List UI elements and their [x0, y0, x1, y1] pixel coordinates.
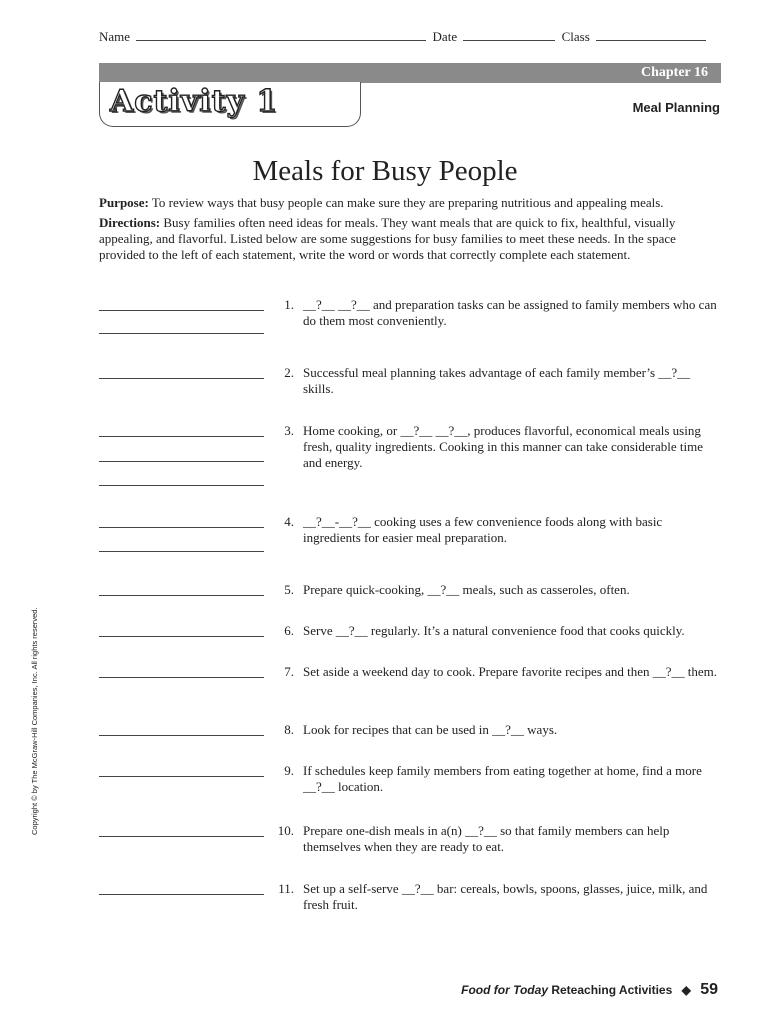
book-title: Food for Today [461, 983, 548, 997]
answer-line-4a[interactable] [99, 527, 264, 528]
name-label: Name [99, 29, 131, 44]
answer-line-2[interactable] [99, 378, 264, 379]
answer-line-1a[interactable] [99, 310, 264, 311]
purpose-text: To review ways that busy people can make sure they are preparing nutritious and appealing meals. [151, 195, 664, 210]
copyright-notice: Copyright © by The McGraw-Hill Companies, Inc. All rights reserved. [30, 607, 39, 835]
item-statement: Serve __?__ regularly. It’s a natural convenience food that cooks quickly. [303, 623, 685, 638]
answer-line-7[interactable] [99, 677, 264, 678]
purpose-label: Purpose: [99, 195, 149, 210]
item-number: 2. [284, 365, 294, 380]
item-statement: Set up a self-serve __?__ bar: cereals, bowls, spoons, glasses, juice, milk, and fresh fruit. [303, 881, 708, 912]
directions-label: Directions: [99, 215, 161, 230]
item-statement: Successful meal planning takes advantage of each family member’s __?__ skills. [303, 365, 691, 396]
date-label: Date [432, 29, 458, 44]
answer-line-3c[interactable] [99, 485, 264, 486]
item-statement: Look for recipes that can be used in __?__ ways. [303, 722, 558, 737]
name-field[interactable] [136, 30, 426, 41]
answer-line-10[interactable] [99, 836, 264, 837]
item-statement: Prepare quick-cooking, __?__ meals, such as casseroles, often. [303, 582, 630, 597]
page-number: 59 [700, 981, 718, 998]
answer-line-3a[interactable] [99, 436, 264, 437]
item-number: 8. [284, 722, 294, 737]
student-info-line [99, 29, 709, 45]
item-number: 3. [284, 423, 294, 438]
item-number: 7. [284, 664, 294, 679]
answer-line-8[interactable] [99, 735, 264, 736]
item-statement: Home cooking, or __?__ __?__, produces flavorful, economical meals using fresh, quality ingredients. Cooking in this manner can take considerable time and energy. [303, 423, 704, 470]
item-number: 11. [278, 881, 294, 896]
item-statement: __?__ __?__ and preparation tasks can be assigned to family members who can do them most conveniently. [303, 297, 717, 328]
diamond-icon: ◆ [681, 983, 691, 997]
item-number: 1. [284, 297, 294, 312]
item-statement: Prepare one-dish meals in a(n) __?__ so that family members can help themselves when they are ready to eat. [303, 823, 670, 854]
activity-heading: Activity 1 [110, 84, 279, 119]
directions-text: Busy families often need ideas for meals. They want meals that are quick to fix, healthful, visually appealing, and flavorful. Listed below are some suggestions for busy families to meet these needs. In the space provided to the left of each statement, write the word or words that correctly complete each statement. [99, 215, 676, 262]
item-number: 6. [284, 623, 294, 638]
item-number: 9. [284, 763, 294, 778]
item-statement: If schedules keep family members from eating together at home, find a more __?__ location. [303, 763, 702, 794]
answer-line-5[interactable] [99, 595, 264, 596]
date-field[interactable] [463, 30, 555, 41]
chapter-label: Chapter 16 [640, 65, 708, 80]
class-field[interactable] [596, 30, 706, 41]
item-statement: Set aside a weekend day to cook. Prepare favorite recipes and then __?__ them. [303, 664, 718, 679]
answer-line-6[interactable] [99, 636, 264, 637]
topic-label: Meal Planning [632, 100, 720, 115]
purpose-paragraph [99, 195, 721, 211]
page-title: Meals for Busy People [252, 155, 518, 187]
item-number: 4. [284, 514, 294, 529]
item-number: 5. [284, 582, 294, 597]
directions-paragraph [99, 215, 721, 263]
class-label: Class [561, 29, 590, 44]
page-footer [461, 981, 718, 999]
answer-line-1b[interactable] [99, 333, 264, 334]
chapter-banner [99, 63, 721, 83]
item-statement: __?__-__?__ cooking uses a few convenience foods along with basic ingredients for easier meal preparation. [303, 514, 663, 545]
item-number: 10. [277, 823, 294, 838]
book-suffix: Reteaching Activities [551, 983, 673, 997]
answer-line-11[interactable] [99, 894, 264, 895]
answer-line-3b[interactable] [99, 461, 264, 462]
answer-line-4b[interactable] [99, 551, 264, 552]
answer-line-9[interactable] [99, 776, 264, 777]
